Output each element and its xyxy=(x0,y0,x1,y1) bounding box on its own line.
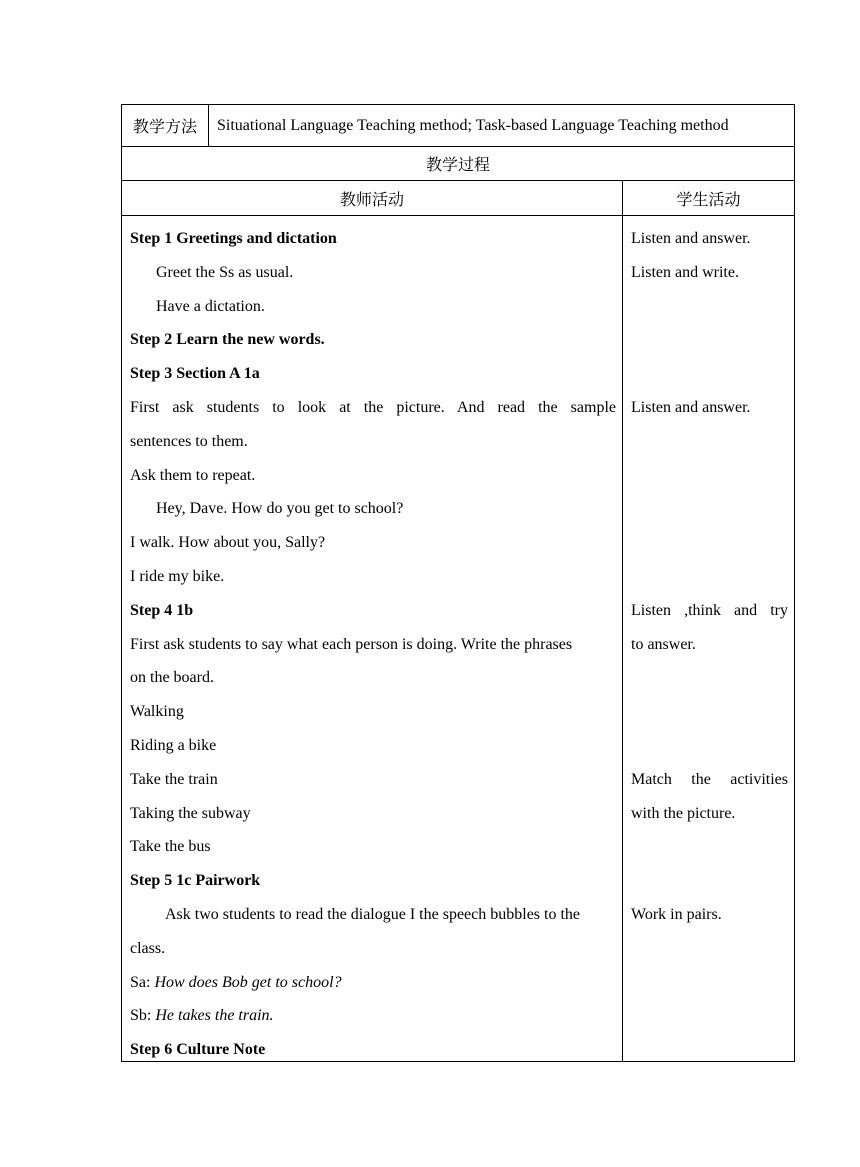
student-line: Match the activities xyxy=(631,770,788,788)
phrase-line: Walking xyxy=(130,703,184,721)
student-line xyxy=(631,526,788,560)
student-line: Listen and answer. xyxy=(631,230,751,247)
student-line xyxy=(631,661,788,695)
student-line: Listen ,think and try xyxy=(631,601,788,619)
student-line xyxy=(631,459,788,493)
teacher-activity-header: 教师活动 xyxy=(122,181,623,215)
step-6-heading: Step 6 Culture Note xyxy=(130,1041,266,1059)
phrase-line: Take the bus xyxy=(130,838,211,856)
student-line xyxy=(631,492,788,526)
dialogue-line: I walk. How about you, Sally? xyxy=(130,534,326,552)
step-5-heading: Step 5 1c Pairwork xyxy=(130,872,261,890)
student-line xyxy=(631,560,788,594)
student-line xyxy=(631,864,788,898)
teacher-line: First ask students to say what each person is doing. Write the phrases xyxy=(130,635,573,653)
student-line xyxy=(631,323,788,357)
method-row xyxy=(122,105,794,147)
teacher-activity-column xyxy=(122,216,623,1061)
student-line xyxy=(631,966,788,1000)
dialogue-line: Hey, Dave. How do you get to school? xyxy=(156,500,404,518)
method-value: Situational Language Teaching method; Task-based Language Teaching method xyxy=(217,116,729,134)
lesson-plan-table xyxy=(121,104,795,1062)
step-4-heading: Step 4 1b xyxy=(130,601,194,619)
phrase-line: Take the train xyxy=(130,770,218,788)
student-activity-header: 学生活动 xyxy=(676,191,741,209)
step-2-heading: Step 2 Learn the new words. xyxy=(130,331,325,349)
teacher-line: sentences to them. xyxy=(130,432,248,450)
student-line xyxy=(631,290,788,324)
student-line xyxy=(631,695,788,729)
student-line: to answer. xyxy=(631,635,696,653)
student-activity-column xyxy=(623,216,794,1061)
step-1-heading: Step 1 Greetings and dictation xyxy=(130,230,337,247)
teacher-line: Have a dictation. xyxy=(156,297,265,315)
speaker-label: Sa: xyxy=(130,973,155,991)
student-line xyxy=(631,729,788,763)
dialogue-line xyxy=(130,966,616,1000)
teacher-line: class. xyxy=(130,939,166,957)
process-title: 教学过程 xyxy=(122,147,794,181)
student-line xyxy=(631,425,788,459)
teacher-line: Greet the Ss as usual. xyxy=(156,263,294,281)
student-line: with the picture. xyxy=(631,804,736,822)
student-line: Listen and answer. xyxy=(631,398,751,416)
dialogue-line: I ride my bike. xyxy=(130,567,225,585)
student-line xyxy=(631,830,788,864)
student-line xyxy=(631,1033,788,1067)
dialogue-text: He takes the train. xyxy=(155,1007,274,1025)
student-line: Listen and write. xyxy=(631,263,739,281)
student-line xyxy=(631,357,788,391)
teacher-line: Ask them to repeat. xyxy=(130,466,256,484)
step-3-heading: Step 3 Section A 1a xyxy=(130,365,260,383)
student-line xyxy=(631,932,788,966)
student-line: Work in pairs. xyxy=(631,905,722,923)
method-label: 教学方法 xyxy=(122,105,209,146)
speaker-label: Sb: xyxy=(130,1007,156,1025)
phrase-line: Riding a bike xyxy=(130,736,217,754)
teacher-line: on the board. xyxy=(130,669,214,687)
dialogue-line xyxy=(130,999,616,1033)
phrase-line: Taking the subway xyxy=(130,804,251,822)
teacher-line: Ask two students to read the dialogue I the speech bubbles to the xyxy=(165,905,581,923)
dialogue-text: How does Bob get to school? xyxy=(154,973,342,991)
teacher-line: First ask students to look at the picture. And read the sample xyxy=(130,398,616,416)
activity-body-row xyxy=(122,216,794,1061)
column-header-row xyxy=(122,181,794,216)
student-line xyxy=(631,999,788,1033)
